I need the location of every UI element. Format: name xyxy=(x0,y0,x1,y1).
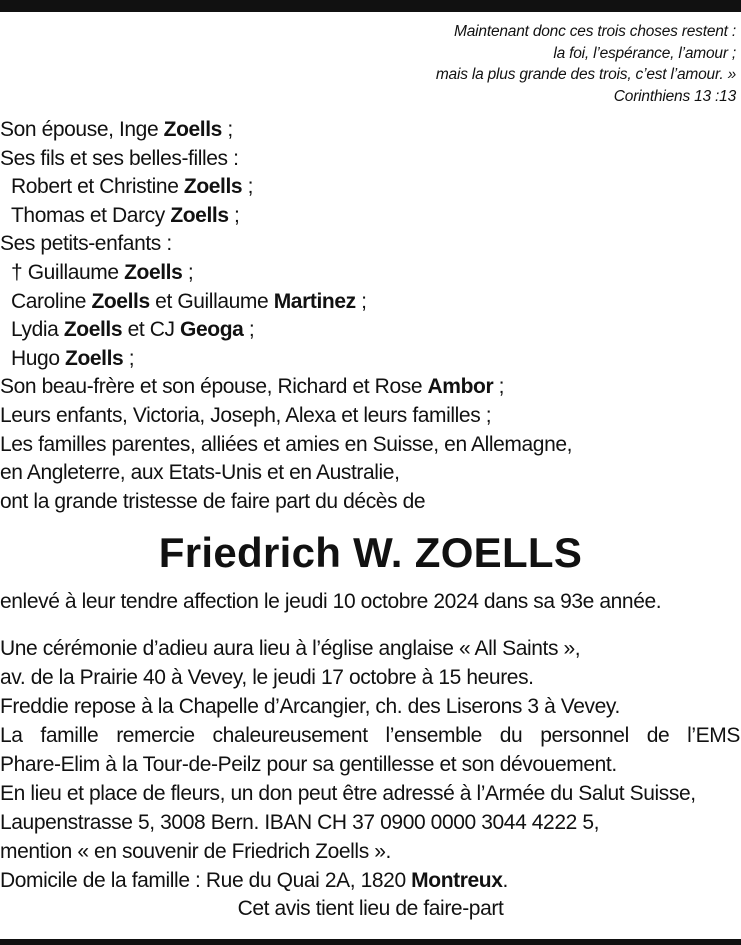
domicile-line: Domicile de la famille : Rue du Quai 2A, 1820 Montreux. xyxy=(0,869,508,892)
relatives-line: Les familles parentes, alliées et amies en Suisse, en Allemagne, xyxy=(0,432,573,456)
ceremony-line: Phare-Elim à la Tour-de-Peilz pour sa gentillesse et son dévouement. xyxy=(0,753,617,776)
ceremony-details xyxy=(0,634,740,895)
deceased-name: Friedrich W. ZOELLS xyxy=(158,529,583,576)
grandchild-line: † Guillaume Zoells ; xyxy=(11,260,194,284)
donation-line: Laupenstrasse 5, 3008 Bern. IBAN CH 37 0900 0000 3044 4222 5, xyxy=(0,811,600,834)
surname: Zoells xyxy=(183,175,243,199)
epigraph-reference: Corinthiens 13 :13 xyxy=(613,87,736,105)
announcement-line: ont la grande tristesse de faire part du décès de xyxy=(0,489,426,513)
surname: Ambor xyxy=(427,375,494,399)
grandchild-line: Caroline Zoells et Guillaume Martinez ; xyxy=(11,289,367,313)
epigraph-quote xyxy=(436,21,736,107)
spouse-line: Son épouse, Inge Zoells ; xyxy=(0,118,233,141)
domicile-city: Montreux xyxy=(411,869,503,892)
passing-line: enlevé à leur tendre affection le jeudi 10 octobre 2024 dans sa 93e année. xyxy=(0,590,662,613)
inlaw-line: Son beau-frère et son épouse, Richard et Rose Ambor ; xyxy=(0,375,505,399)
grandchildren-heading: Ses petits-enfants : xyxy=(0,232,172,256)
grandchild-line: Lydia Zoells et CJ Geoga ; xyxy=(11,318,255,342)
epigraph-line: Maintenant donc ces trois choses restent : xyxy=(454,23,736,40)
donation-line: mention « en souvenir de Friedrich Zoells ». xyxy=(0,840,391,863)
ceremony-line: av. de la Prairie 40 à Vevey, le jeudi 17 octobre à 15 heures. xyxy=(0,666,534,689)
surname: Zoells xyxy=(65,346,124,370)
relatives-line: en Angleterre, aux Etats-Unis et en Australie, xyxy=(0,461,400,485)
surname: Zoells xyxy=(170,203,229,227)
closing-note: Cet avis tient lieu de faire-part xyxy=(237,897,504,920)
epigraph-line: la foi, l’espérance, l’amour ; xyxy=(553,44,736,62)
surname: Zoells xyxy=(91,289,150,313)
surname: Zoells xyxy=(63,318,123,342)
top-border-rule xyxy=(0,0,741,12)
ceremony-line: Freddie repose à la Chapelle d’Arcangier, ch. des Liserons 3 à Vevey. xyxy=(0,695,620,718)
son-line: Robert et Christine Zoells ; xyxy=(11,175,254,199)
surname: Geoga xyxy=(180,318,244,342)
sons-heading: Ses fils et ses belles-filles : xyxy=(0,146,239,170)
bottom-border-rule xyxy=(0,939,741,945)
surname: Zoells xyxy=(163,118,222,141)
ceremony-line: Une cérémonie d’adieu aura lieu à l’église anglaise « All Saints », xyxy=(0,637,581,660)
family-list xyxy=(0,116,572,516)
surname: Zoells xyxy=(124,260,183,284)
son-line: Thomas et Darcy Zoells ; xyxy=(11,203,240,227)
donation-line: En lieu et place de fleurs, un don peut être adressé à l’Armée du Salut Suisse, xyxy=(0,782,696,805)
surname: Martinez xyxy=(273,289,356,313)
epigraph-line: mais la plus grande des trois, c’est l’amour. » xyxy=(435,66,736,83)
grandchild-line: Hugo Zoells ; xyxy=(11,346,135,370)
ceremony-line: La famille remercie chaleureusement l’ensemble du personnel de l’EMS xyxy=(0,724,740,747)
children-line: Leurs enfants, Victoria, Joseph, Alexa et leurs familles ; xyxy=(0,403,492,427)
